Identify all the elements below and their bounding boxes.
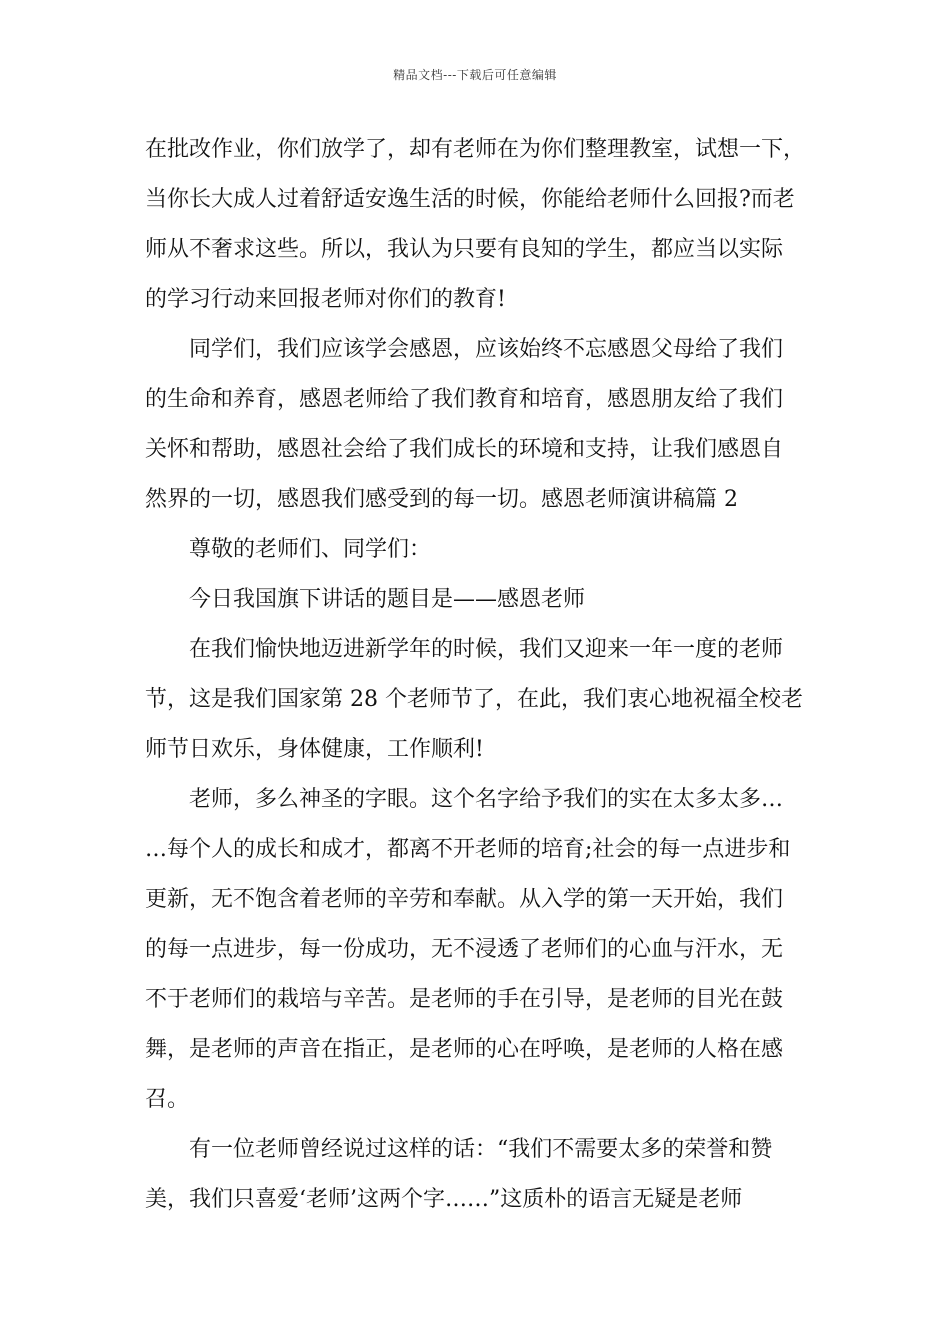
text-line: 召。 xyxy=(145,1087,190,1112)
text-line: 的每一点进步，每一份成功，无不浸透了老师们的心血与汗水，无 xyxy=(145,937,784,962)
text-line: 老师，多么神圣的字眼。这个名字给予我们的实在太多太多… xyxy=(189,787,784,812)
text-line: 尊敬的老师们、同学们： xyxy=(189,537,432,562)
text-line: 师节日欢乐，身体健康，工作顺利! xyxy=(145,737,484,762)
text-line: 在我们愉快地迈进新学年的时候，我们又迎来一年一度的老师 xyxy=(189,637,784,662)
text-line: 节，这是我们国家第 28 个老师节了，在此，我们衷心地祝福全校老 xyxy=(145,687,803,712)
text-line: 不于老师们的栽培与辛苦。是老师的手在引导，是老师的目光在鼓 xyxy=(145,987,784,1012)
text-line: 的学习行动来回报老师对你们的教育! xyxy=(145,287,506,312)
text-line: 在批改作业，你们放学了，却有老师在为你们整理教室，试想一下， xyxy=(145,137,806,162)
text-line: 关怀和帮助，感恩社会给了我们成长的环境和支持，让我们感恩自 xyxy=(145,437,784,462)
document-body xyxy=(145,125,813,1225)
text-line: 更新，无不饱含着老师的辛劳和奉献。从入学的第一天开始，我们 xyxy=(145,887,784,912)
text-line: 的生命和养育，感恩老师给了我们教育和培育，感恩朋友给了我们 xyxy=(145,387,784,412)
text-line: …每个人的成长和成才，都离不开老师的培育;社会的每一点进步和 xyxy=(145,837,791,862)
text-line: 师从不奢求这些。所以，我认为只要有良知的学生，都应当以实际 xyxy=(145,237,784,262)
text-line: 舞，是老师的声音在指正，是老师的心在呼唤，是老师的人格在感 xyxy=(145,1037,784,1062)
text-line: 今日我国旗下讲话的题目是——感恩老师 xyxy=(189,587,586,612)
text-line: 当你长大成人过着舒适安逸生活的时候，你能给老师什么回报?而老 xyxy=(145,187,795,212)
text-line: 美，我们只喜爱‘老师’这两个字……”这质朴的语言无疑是老师 xyxy=(145,1187,743,1212)
text-line: 同学们，我们应该学会感恩，应该始终不忘感恩父母给了我们 xyxy=(189,337,784,362)
text-line: 有一位老师曾经说过这样的话：“我们不需要太多的荣誉和赞 xyxy=(189,1137,773,1162)
text-line: 然界的一切，感恩我们感受到的每一切。感恩老师演讲稿篇 2 xyxy=(145,487,738,512)
page-header: 精品文档---下载后可任意编辑 xyxy=(393,68,557,82)
